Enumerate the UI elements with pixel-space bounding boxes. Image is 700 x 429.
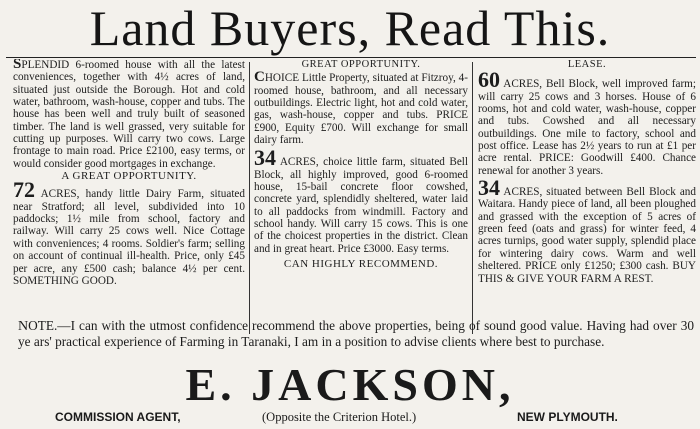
agent-town: NEW PLYMOUTH.: [517, 410, 618, 424]
column-heading: GREAT OPPORTUNITY.: [301, 59, 421, 70]
bell-block-farm-listing: [254, 145, 468, 255]
note-paragraph: [18, 318, 694, 349]
column-subhead: CAN HIGHLY RECOMMEND.: [283, 258, 439, 271]
note-initial: N: [18, 319, 29, 334]
waitara-listing-text: ACRES, situated between Bell Block and Waitara. Handy piece of land, all been ploughed and grassed with the exception of 5 acres of green feed (oats and grass) for winter feed, 4 acres turnips, good water supply, splendid place for wintering dairy cows. Warm and well sheltered. PRICE only £1250; £300 cash. BUY THIS & GIVE YOUR FARM A REST.: [478, 186, 696, 285]
dairy-farm-listing: [13, 177, 245, 287]
column-middle: [254, 59, 468, 335]
dairy-farm-listing-text: ACRES, handy little Dairy Farm, situated near Stratford; all level, subdivided into 10 paddocks; 1½ mile from school, factory and railway. Will carry 25 cows well. Nice Cottage with conveniences; 4 rooms. Soldier's farm; selling on account of continual ill-health. Price, only £45 per acre, any £500 cash; balance 4½ per cent. SOMETHING GOOD.: [13, 188, 245, 287]
acreage-number: 34: [478, 175, 500, 201]
bell-block-farm-listing-text: ACRES, choice little farm, situated Bell Block, all highly improved, good 6-roomed house, 15-bail concrete floor cowshed, concrete yard, splendidly sheltered, water laid to all paddocks from windmill. Factory and school handy. Will carry 15 cows. This is one of the choicest properties in the district. Clean and in great heart. Price £3000. Easy terms.: [254, 156, 468, 255]
lease-listing: [478, 67, 696, 177]
house-listing: [13, 59, 245, 170]
column-divider: [472, 62, 473, 334]
acreage-number: 72: [13, 177, 35, 203]
house-listing-text: PLENDID 6-roomed house with all the latest conveniences, together with 4½ acres of land, situated just outside the Borough. Hot and cold water, bathroom, wash-house, copper and tubs. The house has been well and truly built of seasoned timber. The land is well grassed, very suitable for cutting up purposes. Will carry two cows. Large frontage to main road. Price £2100, easy terms, or would consider good mortgages in exchange.: [13, 59, 245, 170]
fitzroy-listing: [254, 69, 468, 147]
column-left: [13, 59, 245, 335]
column-divider: [249, 62, 250, 334]
agent-name: E. JACKSON,: [185, 359, 515, 410]
note-text: OTE.—I can with the utmost confidence recommend the above properties, being of sound good value. Having had over 30 ye ars' practical experience of Farming in Taranaki, I am in a position to advise clients where best to purchase.: [18, 318, 694, 350]
column-right: [478, 59, 696, 335]
agent-role: COMMISSION AGENT,: [55, 410, 181, 424]
drop-cap: S: [13, 59, 22, 72]
agent-address: (Opposite the Criterion Hotel.): [262, 410, 417, 424]
column-subhead: A GREAT OPPORTUNITY.: [61, 170, 197, 183]
waitara-listing: [478, 175, 696, 285]
column-heading: LEASE.: [567, 59, 607, 70]
drop-cap: C: [254, 69, 265, 86]
headline: Land Buyers, Read This.: [89, 0, 611, 56]
acreage-number: 60: [478, 67, 500, 93]
lease-listing-text: ACRES, Bell Block, well improved farm; will carry 25 cows and 3 horses. House of 6 rooms, hot and cold water, wash-house, copper and tubs. Cowshed and all necessary outbuildings. One mile to factory, school and post office. Lease has 2½ years to run at £1 per acre rental. PRICE: Goodwill £400. Chance renewal for another 3 years.: [478, 78, 696, 177]
acreage-number: 34: [254, 145, 276, 171]
fitzroy-listing-text: HOICE Little Property, situated at Fitzroy, 4-roomed house, bathroom, and all necessary outbuildings. Electric light, hot and cold water, gas, wash-house, copper and tubs. PRICE £900, Equity £700. Will exchange for small dairy farm.: [254, 72, 468, 147]
top-rule: [6, 57, 696, 58]
